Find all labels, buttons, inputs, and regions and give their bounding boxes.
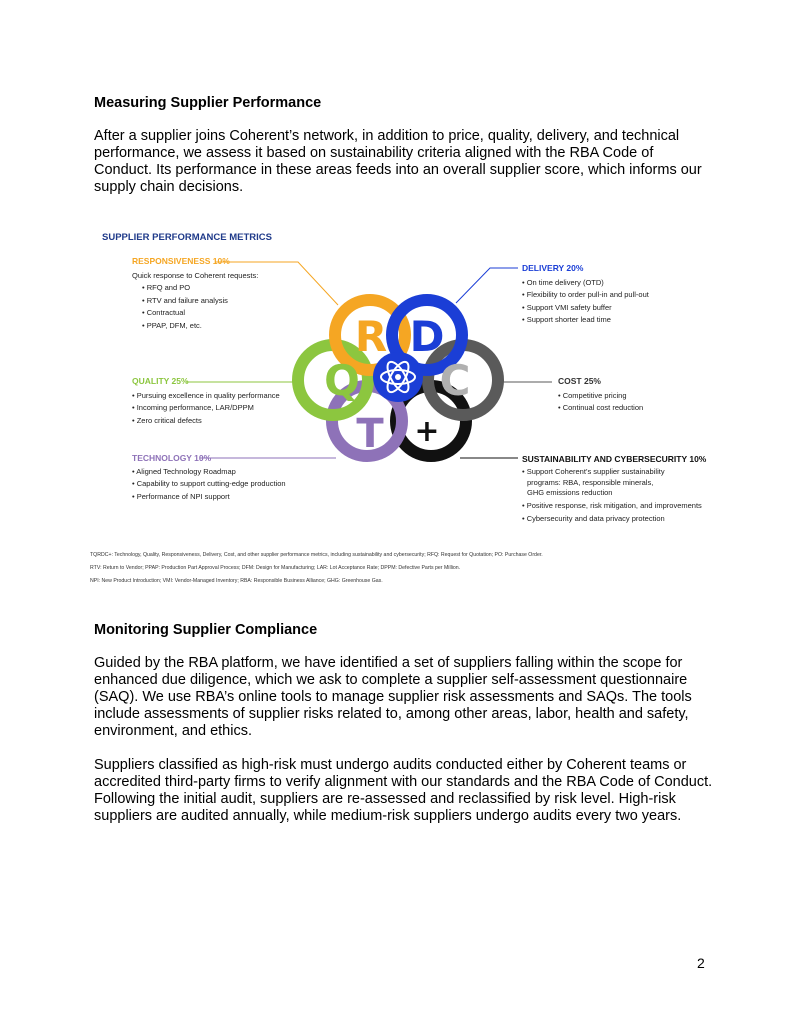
footnote-2: RTV: Return to Vendor; PPAP: Production Part Approval Process; DFM: Design for Manufacturing; LAR: Lot Acceptance Rate; DPPM: Defective Parts per Million.: [90, 565, 461, 571]
paragraph-monitoring-2: Suppliers classified as high-risk must undergo audits conducted either by Coherent teams or accredited third-party firms to verify alignment with our standards and the RBA Code of Conduct. Following the initial audit, suppliers are re-assessed and reclassified by risk level. High-risk suppliers are audited annually, while medium-risk suppliers undergo audits every two years.: [94, 757, 713, 824]
sustainability-item: • Positive response, risk mitigation, and improvements: [522, 500, 702, 510]
section-heading-monitoring: Monitoring Supplier Compliance: [94, 622, 318, 638]
responsiveness-intro: Quick response to Coherent requests:: [132, 271, 259, 280]
tqrdc-flower-diagram: [90, 225, 710, 595]
delivery-heading: DELIVERY 20%: [522, 263, 584, 273]
responsiveness-item: • RTV and failure analysis: [142, 295, 228, 305]
delivery-item: • On time delivery (OTD): [522, 278, 604, 287]
footnote-1: TQRDC+: Technology, Quality, Responsiveness, Delivery, Cost, and other supplier performance metrics, including sustainability and cybersecurity; RFQ: Request for Quotation; PO: Purchase Order.: [90, 552, 543, 558]
cost-heading: COST 25%: [558, 376, 601, 386]
delivery-item: • Flexibility to order pull-in and pull-out: [522, 290, 649, 300]
quality-item: • Zero critical defects: [132, 415, 202, 425]
cost-item: • Competitive pricing: [558, 391, 627, 400]
letter-c: C: [439, 356, 471, 405]
page-number: 2: [697, 955, 705, 971]
delivery-item: • Support VMI safety buffer: [522, 302, 612, 312]
sustainability-heading: SUSTAINABILITY AND CYBERSECURITY 10%: [522, 454, 707, 464]
responsiveness-item: • Contractual: [142, 308, 186, 318]
sustainability-item: • Cybersecurity and data privacy protection: [522, 514, 665, 524]
section-heading-measuring: Measuring Supplier Performance: [94, 95, 322, 111]
letter-d: D: [409, 312, 445, 361]
paragraph-measuring: After a supplier joins Coherent’s network, in addition to price, quality, delivery, and technical performance, we assess it based on sustainability criteria aligned with the RBA Code of Conduct. Its performance in these areas feeds into an overall supplier score, which informs our supply chain decisions.: [94, 128, 702, 195]
delivery-leader-line: [456, 268, 518, 303]
technology-heading: TECHNOLOGY 10%: [132, 453, 212, 463]
technology-item: • Aligned Technology Roadmap: [132, 467, 236, 476]
technology-item: • Capability to support cutting-edge production: [132, 479, 286, 489]
responsiveness-heading: RESPONSIVENESS 10%: [132, 256, 230, 266]
letter-q: Q: [324, 356, 360, 405]
responsiveness-leader-line: [215, 262, 338, 305]
quality-item: • Pursuing excellence in quality performance: [132, 391, 280, 400]
sustainability-item: programs: RBA, responsible minerals,: [527, 477, 654, 487]
sustainability-item: • Support Coherent’s supplier sustainability: [522, 467, 665, 476]
cost-item: • Continual cost reduction: [558, 403, 644, 413]
letter-t: T: [356, 411, 384, 457]
sustainability-item: GHG emissions reduction: [527, 488, 613, 498]
footnote-3: NPI: New Product Introduction; VMI: Vendor-Managed Inventory; RBA: Responsible Business Alliance; GHG: Greenhouse Gas.: [90, 578, 383, 584]
responsiveness-item: • RFQ and PO: [142, 283, 191, 293]
coherent-atom-icon: [373, 352, 423, 402]
figure-title: SUPPLIER PERFORMANCE METRICS: [102, 232, 272, 243]
paragraph-monitoring-1: Guided by the RBA platform, we have identified a set of suppliers falling within the scope for enhanced due diligence, which we ask to complete a supplier self-assessment questionnaire (SAQ). We use RBA’s online tools to manage supplier risk assessments and SAQs. The tools include assessments of supplier risks related to, among other areas, labor, health and safety, environment, and ethics.: [94, 655, 692, 739]
delivery-item: • Support shorter lead time: [522, 315, 611, 325]
quality-item: • Incoming performance, LAR/DPPM: [132, 403, 254, 413]
letter-r: R: [354, 312, 388, 361]
technology-item: • Performance of NPI support: [132, 491, 230, 501]
supplier-performance-figure: [90, 225, 710, 595]
responsiveness-item: • PPAP, DFM, etc.: [142, 320, 202, 330]
plus-sign: +: [414, 414, 440, 449]
quality-heading: QUALITY 25%: [132, 376, 189, 386]
